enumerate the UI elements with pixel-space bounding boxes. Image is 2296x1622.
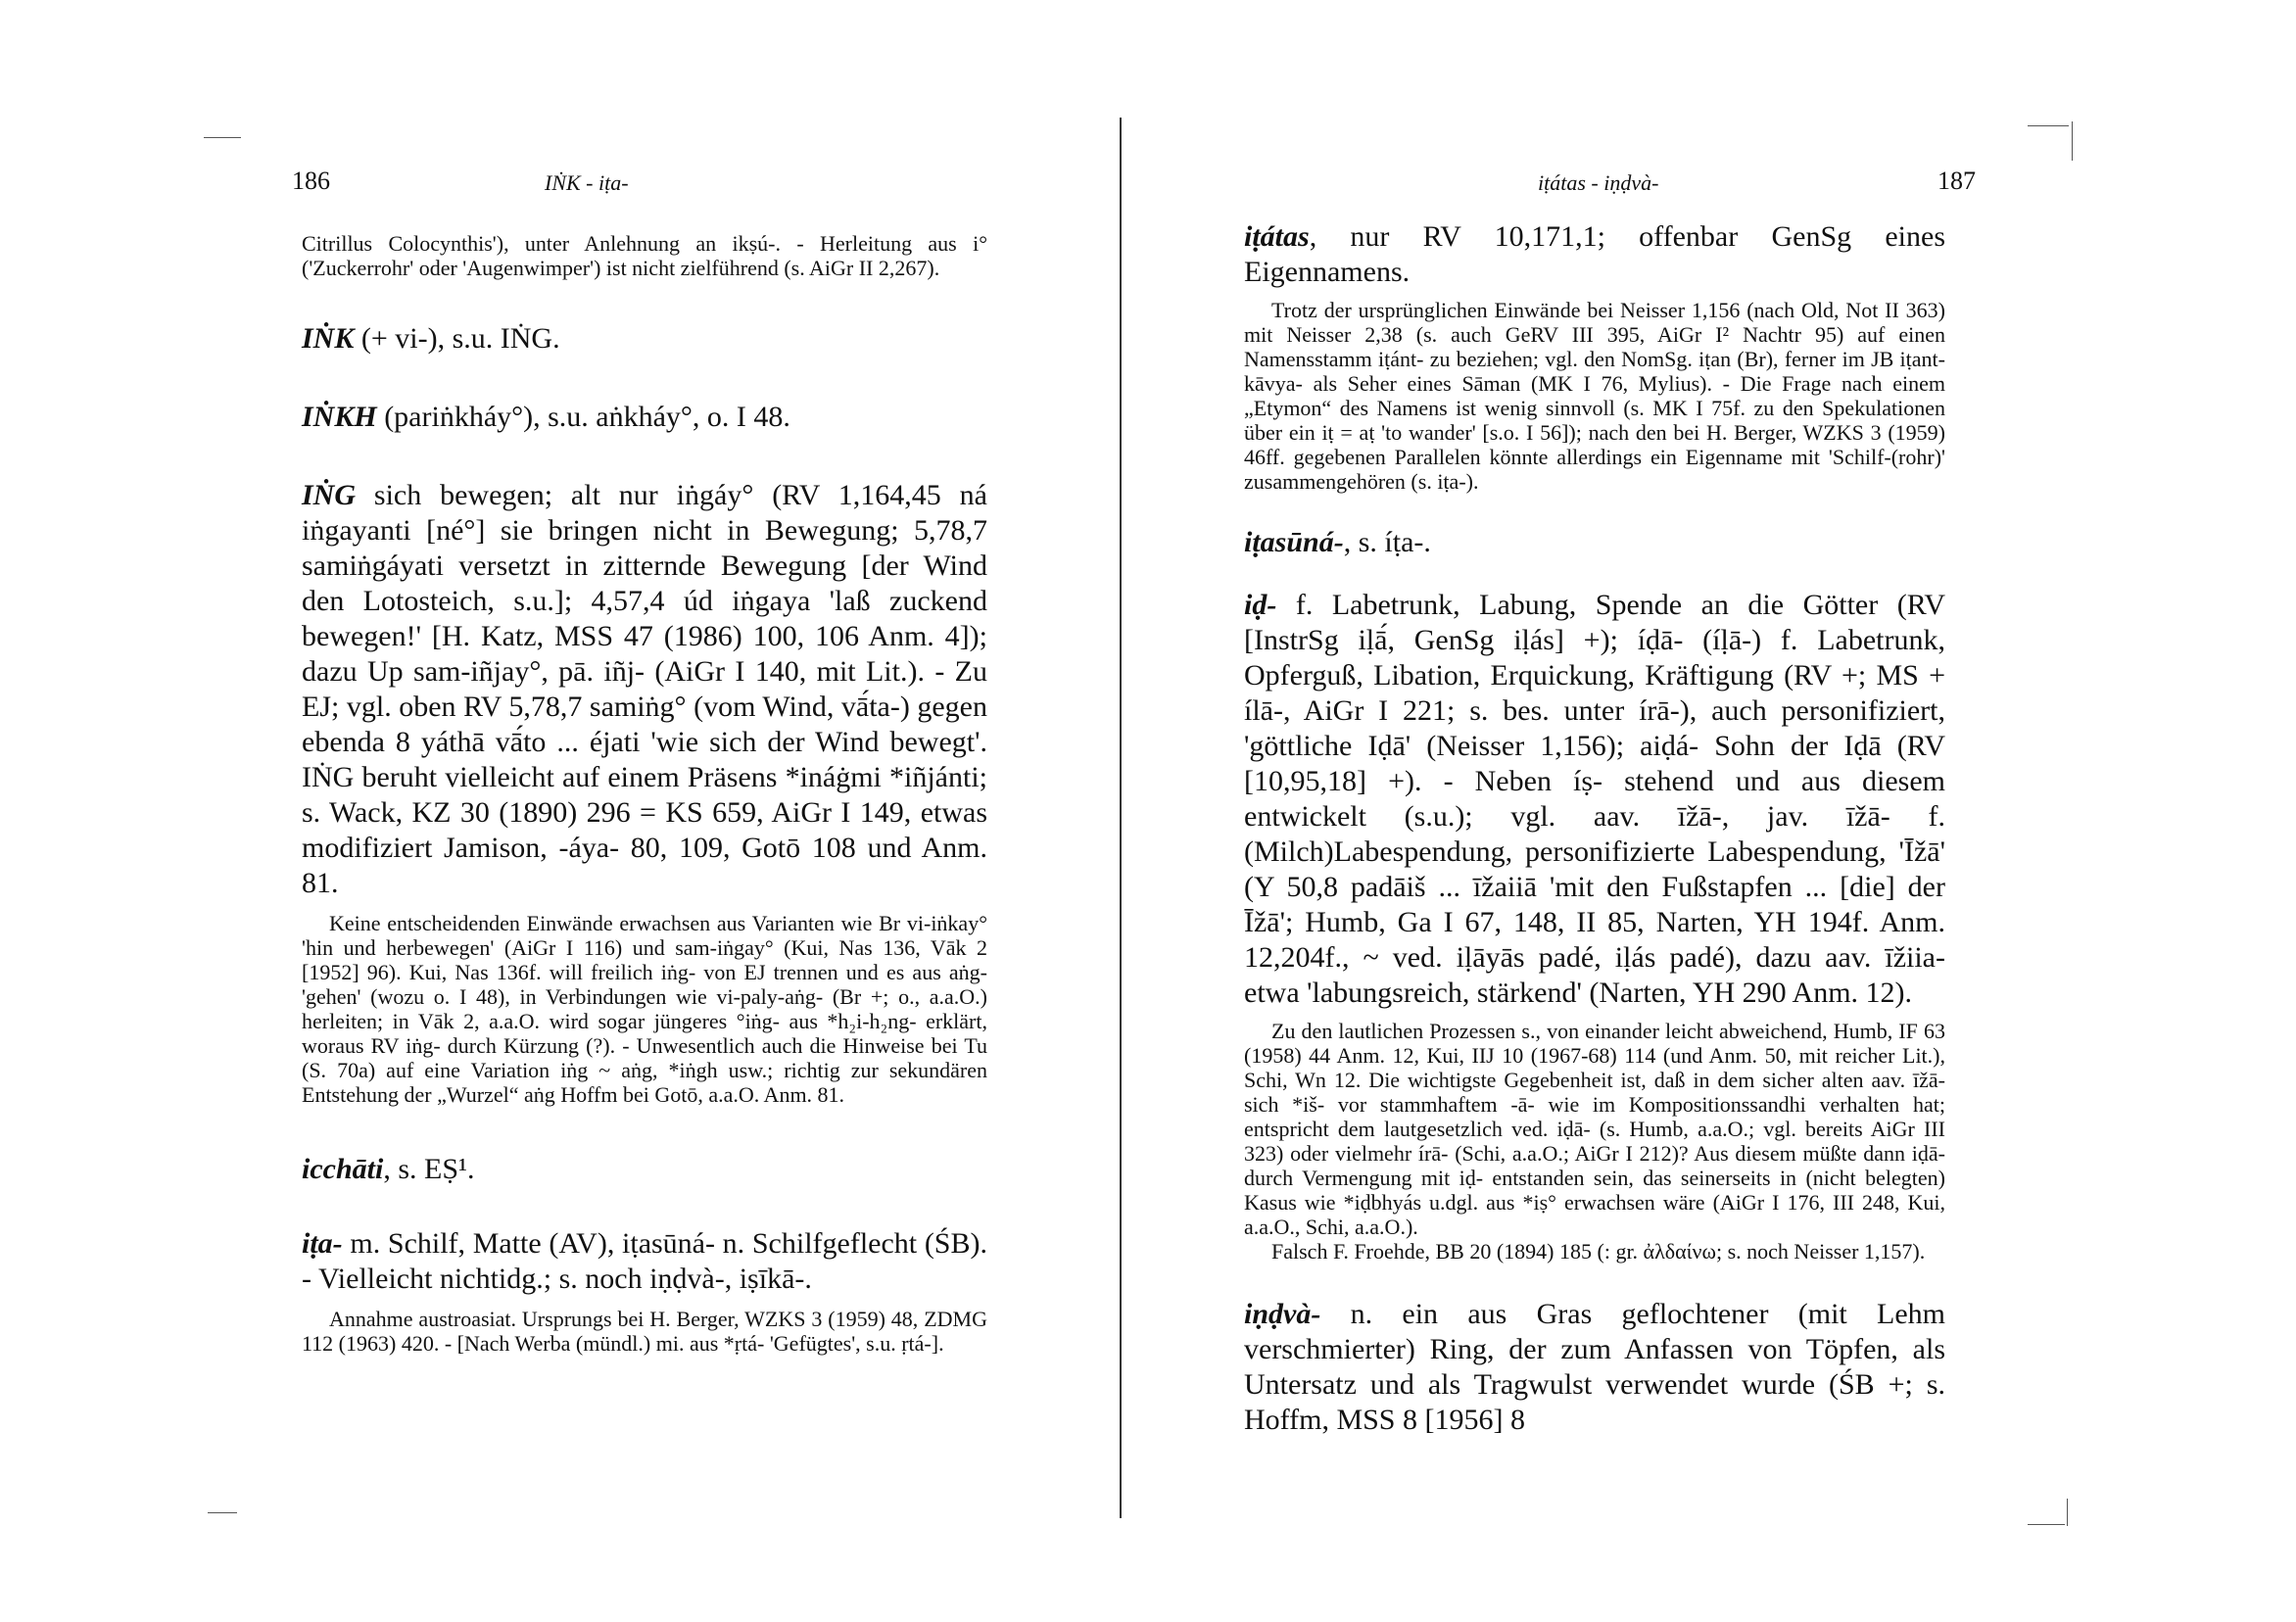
right-page <box>1148 0 2296 1622</box>
entry-note: Trotz der ursprünglichen Einwände bei Neisser 1,156 (nach Old, Not II 363) mit Neisser 2,38 (s. auch GeRV III 395, AiGr I² Nachtr 95) auf einen Namensstamm iṭánt- zu beziehen; vgl. den NomSg. iṭan (Br), ferner im JB iṭant- kāvya- als Seher eines Sāman (MK I 76, Mylius). - Die Frage nach einem „Etymon“ des Namens ist wenig sinnvoll (s. MK I 75f. zu den Spekulationen über ein iṭ = aṭ 'to wander' [s.o. I 56]); nach den bei H. Berger, WZKS 3 (1959) 46ff. gegebenen Parallelen könnte allerdings ein Eigenname mit 'Schilf-(rohr)' zusammengehören (s. iṭa-). <box>1244 298 1945 494</box>
entry-text: , nur RV 10,171,1; offenbar GenSg eines Eigennamens. <box>1244 220 1945 288</box>
dictionary-entry <box>302 321 987 357</box>
entry-text: sich bewegen; alt nur iṅgáy° (RV 1,164,45 ná iṅgayanti [né°] sie bringen nicht in Bewegung; 5,78,7 samiṅgáyati versetzt in zitternde Bewegung [der Wind den Lotosteich, s.u.]; 4,57,4 úd iṅgaya 'laß zuckend bewegen!' [H. Katz, MSS 47 (1986) 100, 106 Anm. 4]); dazu Up sam-iñjay°, pā. iñj- (AiGr I 140, mit Lit.). - Zu EJ; vgl. oben RV 5,78,7 samiṅg° (vom Wind, vā́ta-) gegen ebenda 8 yáthā vā́to ... éjati 'wie sich der Wind bewegt'. IṄG beruht vielleicht auf einem Präsens *ináġmi *iñjánti; s. Wack, KZ 30 (1890) 296 = KS 659, AiGr I 149, etwas modifiziert Jamison, -áya- 80, 109, Gotō 108 und Anm. 81. <box>302 479 987 899</box>
entry-headword: IṄKH <box>302 401 377 433</box>
entry-text: , s. EṢ¹. <box>383 1153 475 1185</box>
dictionary-entry <box>302 478 987 901</box>
page-number: 186 <box>292 167 330 195</box>
page-number: 187 <box>1937 167 1976 195</box>
entry-text: (+ vi-), s.u. IṄG. <box>354 322 560 355</box>
right-column <box>1244 219 1945 1438</box>
entry-headword: iṭátas <box>1244 220 1310 253</box>
running-head: iṭátas - iṇḍvà- <box>1538 170 1659 195</box>
entry-headword: iṭasūná- <box>1244 526 1344 558</box>
entry-note: Annahme austroasiat. Ursprungs bei H. Berger, WZKS 3 (1959) 48, ZDMG 112 (1963) 420. - [Nach Werba (mündl.) mi. aus *ṛtá- 'Gefügtes', s.u. ṛtá-]. <box>302 1307 987 1356</box>
entry-text: , s. íṭa-. <box>1343 526 1431 558</box>
entry-note: Zu den lautlichen Prozessen s., von einander leicht abweichend, Humb, IF 63 (1958) 44 Anm. 12, Kui, IIJ 10 (1967-68) 114 (und Anm. 50, mit reicher Lit.), Schi, Wn 12. Die wichtigste Gegebenheit ist, daß in dem sicher alten aav. īžā- sich *iš- vor stammhaftem -ā- wie im Kompositionssandhi verhalten hat; entspricht dem lautgesetzlich ved. iḍā- (s. Humb, a.a.O.; vgl. bereits AiGr III 323) oder vielmehr írā- (Schi, a.a.O.; AiGr I 212)? Aus diesem müßte dann iḍā- durch Vermengung mit iḍ- entstanden sein, das seinerseits in (nicht belegten) Kasus wie *iḍbhyás u.dgl. aus *iṣ° erwachsen wäre (AiGr I 176, III 248, Kui, a.a.O., Schi, a.a.O.). <box>1244 1019 1945 1239</box>
dictionary-entry <box>302 1152 987 1187</box>
running-head: IṄK - iṭa- <box>545 170 629 195</box>
continuation-text: Citrillus Colocynthis'), unter Anlehnung an ikṣú-. - Herleitung aus i° ('Zuckerrohr' oder 'Augenwimper') ist nicht zielführend (s. AiGr II 2,267). <box>302 231 987 280</box>
entry-note: Falsch F. Froehde, BB 20 (1894) 185 (: gr. ἀλδαίνω; s. noch Neisser 1,157). <box>1271 1239 1926 1264</box>
dictionary-entry <box>1244 219 1945 290</box>
dictionary-entry <box>1244 1297 1945 1438</box>
dictionary-entry <box>302 1226 987 1297</box>
dictionary-entry <box>1244 525 1945 560</box>
dictionary-entry <box>1244 588 1945 1011</box>
entry-text: n. ein aus Gras geflochtener (mit Lehm verschmierter) Ring, der zum Anfassen von Töpfen, als Untersatz und als Tragwulst verwendet wurde (ŚB +; s. Hoffm, MSS 8 [1956] 8 <box>1244 1298 1945 1436</box>
left-column <box>302 231 987 1356</box>
entry-headword: iḍ- <box>1244 589 1277 621</box>
entry-note: Keine entscheidenden Einwände erwachsen aus Varianten wie Br vi-iṅkay° 'hin und herbewegen' (AiGr I 116) und sam-iṅgay° (Kui, Nas 136, Vāk 2 [1952] 96). Kui, Nas 136f. will freilich iṅg- von EJ trennen und es aus aṅg- 'gehen' (wozu o. I 48), in Verbindungen wie vi-paly-aṅg- (Br +; o., a.a.O.) herleiten; in Vāk 2, a.a.O. wird sogar jüngeres °iṅg- aus *h₂i-h₂ng- erklärt, woraus RV iṅg- durch Kürzung (?). - Unwesentlich auch die Hinweise bei Tu (S. 70a) auf eine Variation iṅg ~ aṅg, *iṅgh usw.; richtig zur sekundären Entstehung der „Wurzel“ aṅg Hoffm bei Gotō, a.a.O. Anm. 81. <box>302 911 987 1107</box>
entry-text: m. Schilf, Matte (AV), iṭasūná- n. Schilfgeflecht (ŚB). - Vielleicht nichtidg.; s. noch iṇḍvà-, iṣīkā-. <box>302 1227 987 1295</box>
entry-text: (pariṅkháy°), s.u. aṅkháy°, o. I 48. <box>376 401 790 433</box>
entry-headword: IṄK <box>302 322 355 355</box>
entry-headword: icchāti <box>302 1153 384 1185</box>
dictionary-entry <box>302 400 987 435</box>
entry-headword: iṇḍvà- <box>1244 1298 1321 1330</box>
entry-text: f. Labetrunk, Labung, Spende an die Götter (RV [InstrSg iḷā́, GenSg iḷás] +); íḍā- (íḷā-) f. Labetrunk, Opferguß, Libation, Erquickung, Kräftigung (RV +; MS + ílā-, AiGr I 221; s. bes. unter írā-), auch personifiziert, 'göttliche Iḍā' (Neisser 1,156); aiḍá- Sohn der Iḍā (RV [10,95,18] +). - Neben íṣ- stehend und aus diesem entwickelt (s.u.); vgl. aav. īžā-, jav. īžā- f. (Milch)Labespendung, personifizierte Labespendung, 'Īžā' (Y 50,8 padāiš ... īžaiiā 'mit den Fußstapfen ... [die] der Īžā'; Humb, Ga I 67, 148, II 85, Narten, YH 194f. Anm. 12,204f., ~ ved. iḷāyās padé, iḷás padé), dazu aav. īžiia- etwa 'labungsreich, stärkend' (Narten, YH 290 Anm. 12). <box>1244 589 1945 1009</box>
entry-headword: iṭa- <box>302 1227 343 1260</box>
entry-headword: IṄG <box>302 479 357 511</box>
